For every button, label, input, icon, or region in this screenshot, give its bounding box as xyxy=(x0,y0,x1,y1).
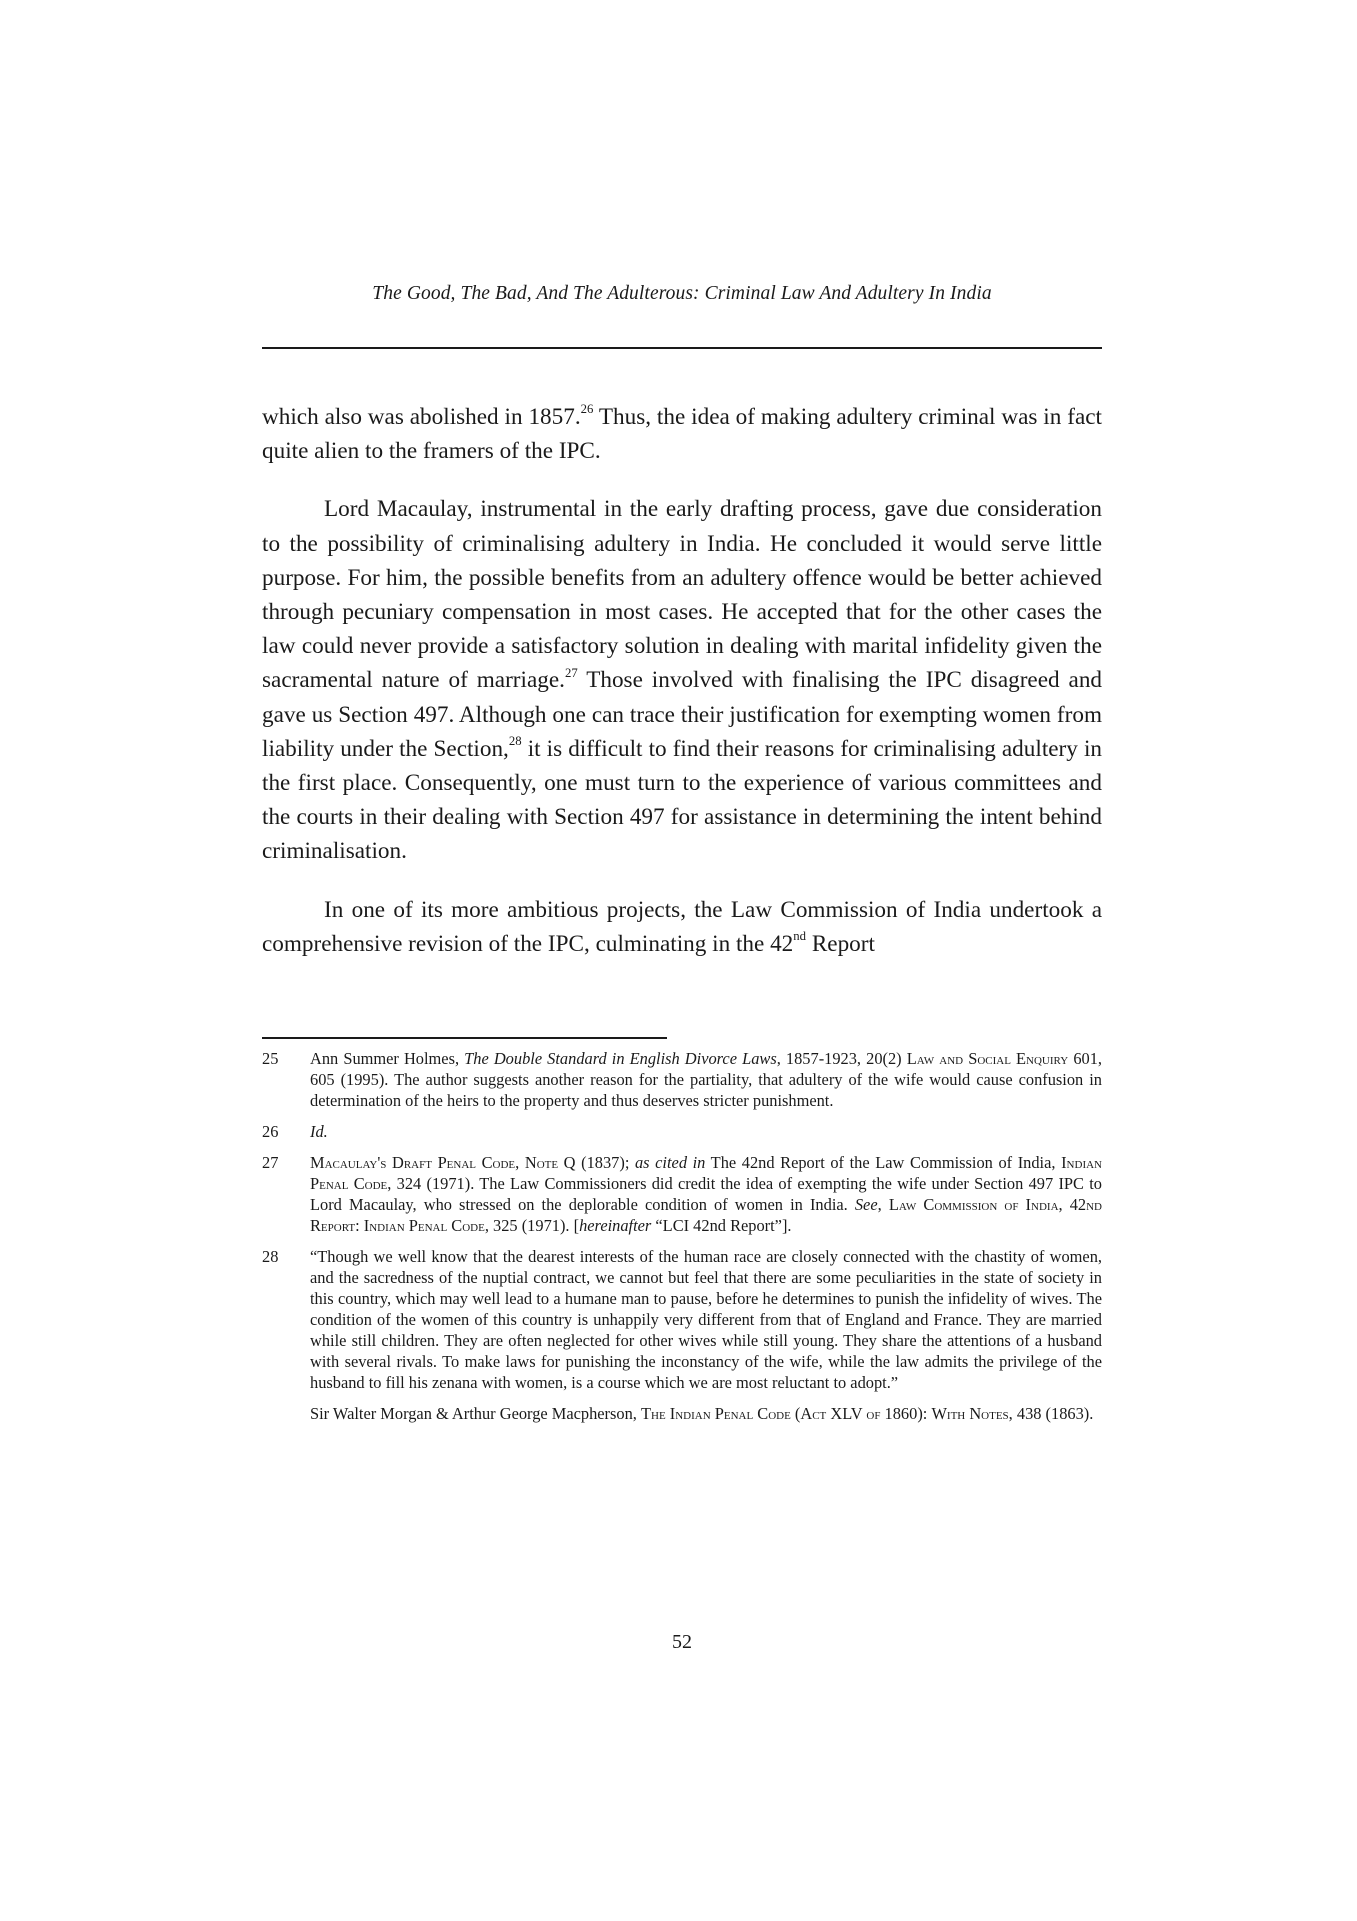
footnote-text: Id. xyxy=(310,1122,328,1141)
footnote-number: 26 xyxy=(262,1122,279,1141)
footnote-number: 27 xyxy=(262,1153,279,1172)
footnote-ref-27[interactable]: 27 xyxy=(564,665,578,680)
body-text xyxy=(262,400,1102,985)
footnote-text: Ann Summer Holmes, The Double Standard in English Divorce Laws, 1857-1923, 20(2) Law and Social Enquiry 601, 605 (1995). The author suggests another reason for the partiality, that adultery of the wife would cause confusion in determination of the heirs to the property and thus deserves stricter punishment. xyxy=(310,1049,1102,1110)
footnote-ref-28[interactable]: 28 xyxy=(508,734,522,749)
footnote-rule xyxy=(262,1037,667,1039)
footnote-text xyxy=(310,1246,1102,1424)
footnote-26 xyxy=(262,1121,1102,1142)
footnote-text: Macaulay's Draft Penal Code, Note Q (1837); as cited in The 42nd Report of the Law Commission of India, Indian Penal Code, 324 (1971). The Law Commissioners did credit the idea of exempting the wife under Section 497 IPC to Lord Macaulay, who stressed on the deplorable condition of women in India. See, Law Commission of India, 42nd Report: Indian Penal Code, 325 (1971). [hereinafter “LCI 42nd Report”]. xyxy=(310,1153,1102,1235)
paragraph-1: which also was abolished in 1857.26 Thus, the idea of making adultery criminal was in fact quite alien to the framers of the IPC. xyxy=(262,402,1102,465)
paragraph-3: In one of its more ambitious projects, the Law Commission of India undertook a comprehensive revision of the IPC, culminating in the 42nd Report xyxy=(262,896,1102,957)
footnotes xyxy=(262,1048,1102,1434)
header-rule xyxy=(262,347,1102,349)
footnote-quote: “Though we well know that the dearest interests of the human race are closely connected with the chastity of women, and the sacredness of the nuptial contract, we cannot but feel that there are some peculiarities in the state of society in this country, which may well lead to a humane man to pause, before he determines to punish the infidelity of wives. The condition of the women of this country is unhappily very different from that of England and France. They are married while still children. They are often neglected for other wives while still young. They share the attentions of a husband with several rivals. To make laws for punishing the inconstancy of the wife, while the law admits the privilege of the husband to fill his zenana with women, is a course which we are most reluctant to adopt.” xyxy=(310,1247,1102,1392)
footnote-28 xyxy=(262,1246,1102,1424)
footnote-ref-26[interactable]: 26 xyxy=(580,402,594,417)
footnote-number: 25 xyxy=(262,1049,279,1068)
paragraph-2: Lord Macaulay, instrumental in the early drafting process, gave due consideration to the possibility of criminalising adultery in India. He concluded it would serve little purpose. For him, the possible benefits from an adultery offence would be better achieved through pecuniary compensation in most cases. He accepted that for the other cases the law could never provide a satisfactory solution in dealing with marital infidelity given the sacramental nature of marriage.$^{27}$ Those involved with finalising the IPC disagreed and gave us Section 497. Although one can trace their justification for exempting women from liability under the Section,$^{28}$ it is difficult to find their reasons for criminalising adultery in the first place. Consequently, one must turn to the experience of various committees and the courts in their dealing with Section 497 for assistance in determining the intent behind criminalisation. xyxy=(262,496,1103,865)
footnote-27 xyxy=(262,1152,1102,1236)
ordinal-suffix: nd xyxy=(793,929,807,944)
page-number: 52 xyxy=(672,1631,692,1653)
footnote-citation: Sir Walter Morgan & Arthur George Macpherson, The Indian Penal Code (Act XLV of 1860): With Notes, 438 (1863). xyxy=(310,1404,1094,1423)
footnote-25 xyxy=(262,1048,1102,1111)
footnote-number: 28 xyxy=(262,1247,279,1266)
running-title: The Good, The Bad, And The Adulterous: Criminal Law And Adultery In India xyxy=(372,283,992,304)
